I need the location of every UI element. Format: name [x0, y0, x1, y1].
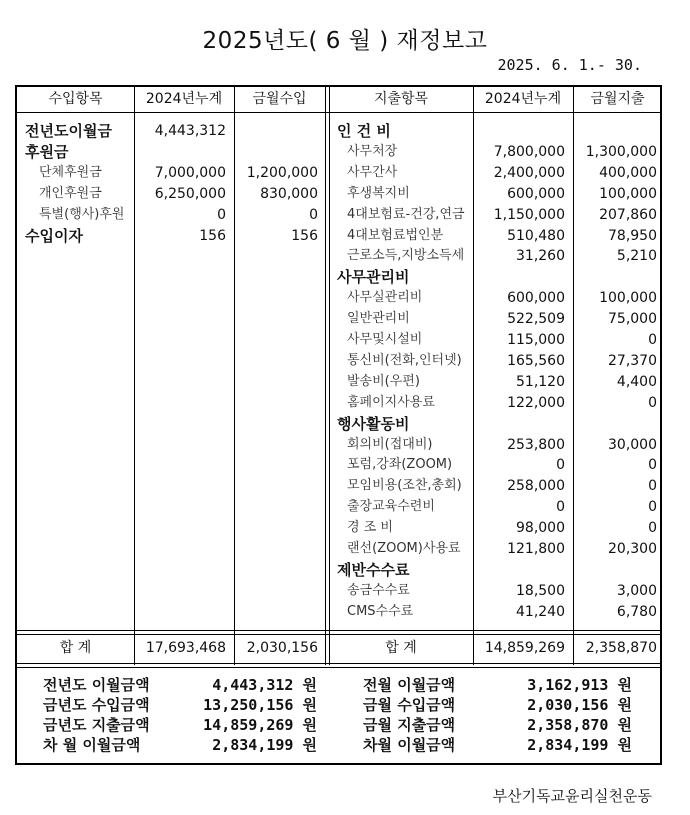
expense-row-ytd: 51,120 [516, 373, 565, 390]
col-divider [329, 87, 330, 665]
summary-left-label: 차 월 이월금액 [43, 736, 141, 754]
income-total-ytd: 17,693,468 [145, 640, 226, 656]
income-total-label: 합 계 [59, 640, 92, 656]
page-title: 2025년도( 6 월 ) 재정보고 [202, 28, 488, 54]
expense-row-ytd: 600,000 [507, 185, 565, 202]
col-divider [325, 87, 326, 665]
summary-right-label: 전월 이월금액 [363, 676, 456, 694]
body-bottom-divider [17, 630, 660, 631]
expense-row-ytd: 1,150,000 [493, 206, 565, 223]
expense-row-month: 0 [648, 332, 657, 348]
expense-row-ytd: 253,800 [507, 436, 565, 453]
expense-row-label: 홈페이지사용료 [347, 394, 435, 410]
income-row-label: 후원금 [25, 142, 69, 161]
header-income-item: 수입항목 [48, 91, 103, 107]
expense-row-label: 통신비(전화,인터넷) [347, 352, 462, 368]
total-top-divider [17, 634, 660, 635]
report-period: 2025. 6. 1.- 30. [497, 56, 642, 74]
header-income-ytd: 2024년누계 [145, 91, 223, 107]
expense-row-month: 6,780 [616, 603, 657, 620]
expense-row-label: 포럼,강좌(ZOOM) [347, 457, 453, 473]
income-row-label: 개인후원금 [39, 185, 102, 201]
expense-row-ytd: 2,400,000 [493, 164, 565, 181]
income-row-ytd: 6,250,000 [154, 185, 226, 202]
summary-top-divider [17, 667, 660, 668]
expense-total-ytd: 14,859,269 [484, 640, 565, 656]
summary-left-value: 13,250,156 원 [203, 696, 317, 714]
expense-row-label: 근로소득,지방소득세 [347, 248, 465, 264]
finance-table [15, 85, 662, 765]
expense-row-month: 0 [648, 457, 657, 474]
income-row-ytd: 0 [217, 206, 226, 223]
expense-row-ytd: 31,260 [516, 248, 565, 265]
expense-row-month: 100,000 [599, 185, 657, 202]
income-total-month: 2,030,156 [246, 640, 318, 656]
income-row-ytd: 4,443,312 [154, 123, 226, 139]
expense-row-ytd: 258,000 [507, 478, 565, 495]
expense-row-month: 27,370 [608, 352, 657, 369]
summary-right-label: 차월 이월금액 [363, 736, 456, 754]
expense-row-ytd: 18,500 [516, 582, 565, 599]
expense-row-label: 송금수수료 [347, 582, 410, 598]
expense-row-label: 일반관리비 [347, 311, 410, 327]
income-row-month: 1,200,000 [246, 164, 318, 181]
expense-row-month: 78,950 [608, 227, 657, 244]
income-row-label: 수입이자 [25, 226, 83, 245]
income-row-label: 단체후원금 [39, 164, 102, 180]
expense-row-label: 발송비(우편) [347, 373, 420, 389]
expense-row-ytd: 165,560 [507, 352, 565, 369]
expense-row-label: 사무실관리비 [347, 290, 423, 306]
expense-row-month: 75,000 [608, 311, 657, 328]
summary-left-label: 금년도 수입금액 [43, 696, 150, 714]
summary-right-value: 2,030,156 원 [527, 696, 632, 714]
expense-row-month: 30,000 [608, 436, 657, 453]
header-income-month: 금월수입 [252, 91, 307, 107]
expense-row-label: 사무관리비 [337, 268, 410, 287]
summary-left-value: 4,443,312 원 [212, 676, 317, 694]
summary-left-label: 전년도 이월금액 [43, 676, 150, 694]
expense-row-month: 20,300 [608, 541, 657, 557]
income-row-month: 0 [309, 206, 318, 223]
summary-left-value: 2,834,199 원 [212, 736, 317, 754]
expense-row-ytd: 0 [556, 457, 565, 474]
income-row-label: 전년도이월금 [25, 122, 112, 140]
expense-row-month: 1,300,000 [585, 143, 657, 160]
expense-row-label: 4대보험료-건강,연금 [347, 206, 465, 222]
summary-left-value: 14,859,269 원 [203, 716, 317, 734]
expense-row-ytd: 115,000 [507, 332, 565, 348]
total-bottom-divider [17, 663, 660, 664]
expense-row-label: 행사활동비 [337, 414, 410, 433]
income-row-month: 156 [291, 227, 318, 244]
expense-row-ytd: 41,240 [516, 603, 565, 620]
expense-row-month: 3,000 [616, 582, 657, 599]
header-divider [17, 112, 660, 113]
summary-right-value: 3,162,913 원 [527, 676, 632, 694]
income-row-label: 특별(행사)후원 [39, 206, 125, 222]
expense-row-month: 0 [648, 499, 657, 516]
expense-row-month: 207,860 [599, 206, 657, 223]
expense-total-label: 합 계 [385, 640, 417, 656]
expense-row-month: 0 [648, 394, 657, 411]
expense-row-ytd: 7,800,000 [493, 143, 565, 160]
expense-row-label: 제반수수료 [337, 560, 410, 579]
expense-row-label: 사무간사 [347, 164, 398, 180]
expense-row-label: 경 조 비 [347, 520, 393, 536]
income-row-ytd: 7,000,000 [154, 164, 226, 181]
expense-row-label: 4대보험료법인분 [347, 227, 444, 243]
summary-right-label: 금월 지출금액 [363, 716, 456, 734]
summary-right-label: 금월 수입금액 [363, 696, 456, 714]
expense-total-month: 2,358,870 [585, 640, 657, 656]
header-expense-item: 지출항목 [373, 91, 429, 107]
expense-row-month: 400,000 [599, 164, 657, 181]
expense-row-month: 4,400 [616, 373, 657, 390]
expense-row-month: 0 [648, 520, 657, 537]
expense-row-ytd: 98,000 [516, 520, 565, 537]
summary-right-value: 2,834,199 원 [527, 736, 632, 754]
organization-name: 부산기독교윤리실천운동 [492, 787, 652, 805]
expense-row-label: 사무및시설비 [347, 332, 423, 347]
header-expense-ytd: 2024년누계 [484, 91, 562, 107]
expense-row-label: 사무처장 [347, 143, 398, 159]
summary-right-value: 2,358,870 원 [527, 716, 632, 734]
expense-row-month: 0 [648, 478, 657, 495]
income-row-ytd: 156 [199, 227, 226, 244]
summary-left-label: 금년도 지출금액 [43, 716, 150, 734]
expense-row-ytd: 122,000 [507, 394, 565, 411]
expense-row-label: 후생복지비 [347, 185, 410, 201]
expense-row-label: 모임비용(조찬,총회) [347, 478, 462, 494]
expense-row-label: 출장교육수련비 [347, 499, 435, 515]
expense-row-label: 인 건 비 [337, 122, 391, 140]
expense-row-ytd: 121,800 [507, 541, 565, 557]
expense-row-label: 랜선(ZOOM)사용료 [347, 541, 461, 556]
expense-row-ytd: 510,480 [507, 227, 565, 244]
income-row-month: 830,000 [260, 185, 318, 202]
header-expense-month: 금월지출 [590, 91, 645, 107]
expense-row-label: 회의비(접대비) [347, 436, 433, 452]
expense-row-label: CMS수수료 [347, 603, 414, 619]
expense-row-ytd: 522,509 [507, 311, 565, 328]
expense-row-ytd: 0 [556, 499, 565, 516]
expense-row-month: 100,000 [599, 290, 657, 307]
expense-row-ytd: 600,000 [507, 290, 565, 307]
expense-row-month: 5,210 [616, 248, 657, 265]
